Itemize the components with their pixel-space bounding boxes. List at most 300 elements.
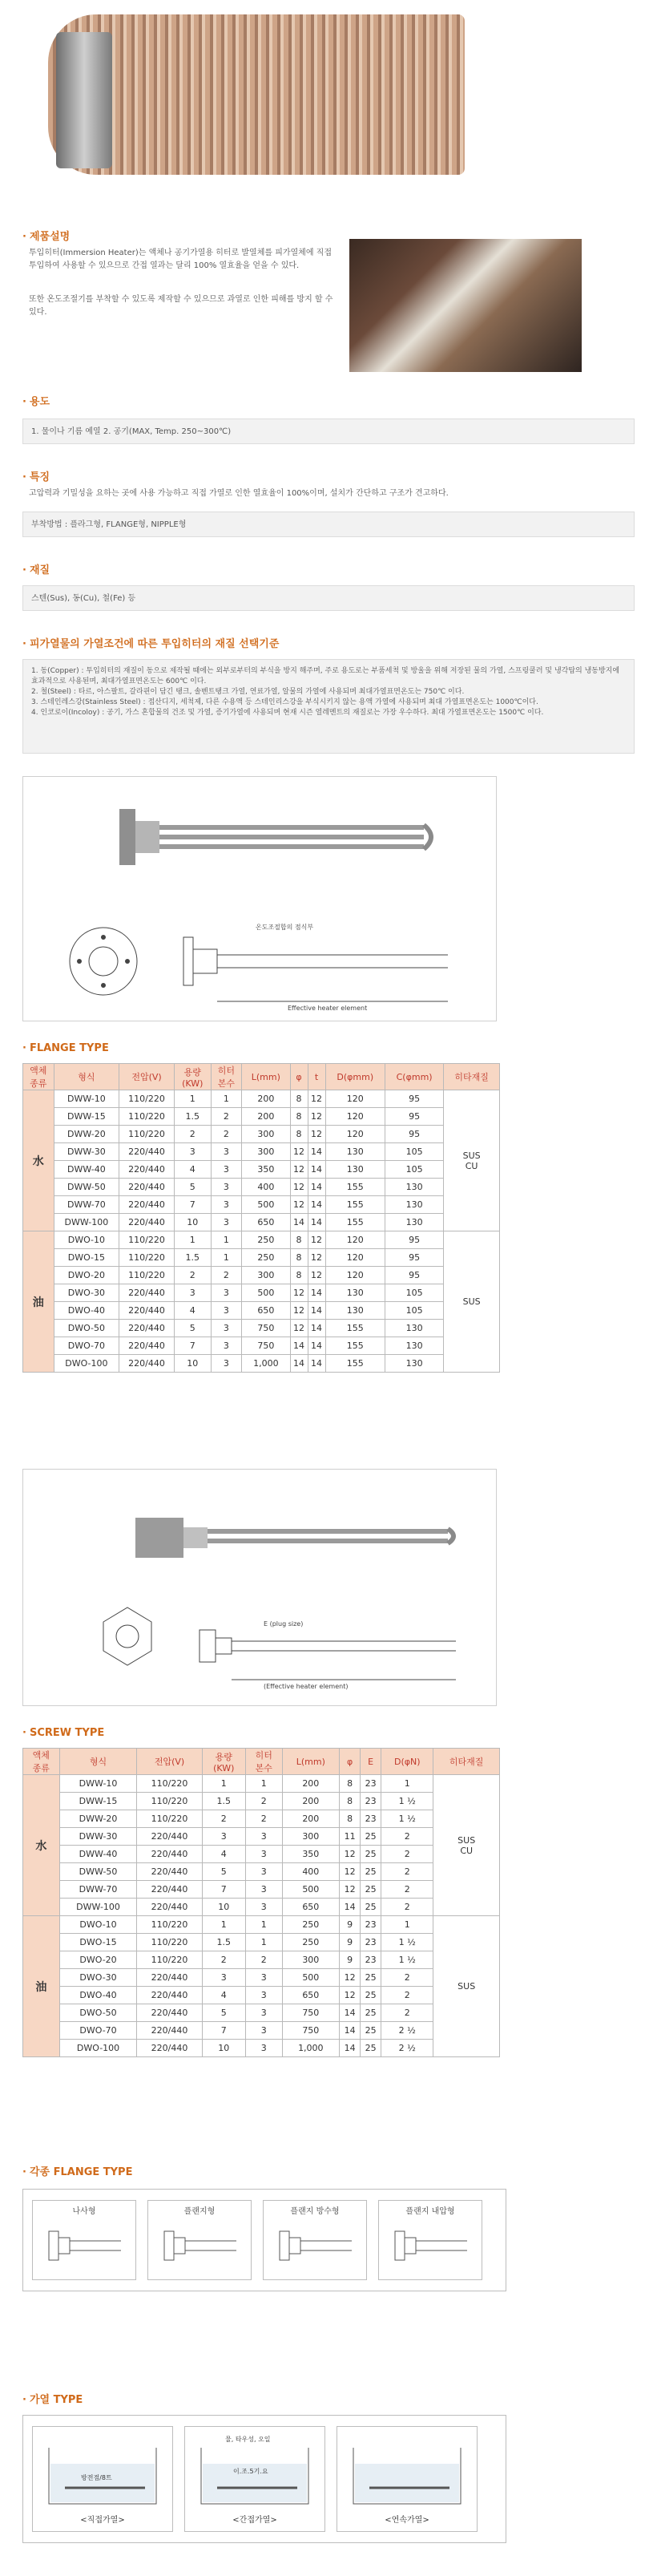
table-header-cell: D(φmm) — [325, 1064, 385, 1090]
table-cell: 23 — [361, 1916, 381, 1934]
table-cell: 105 — [385, 1161, 443, 1179]
table-cell: 120 — [325, 1090, 385, 1108]
table-header-cell: E — [361, 1749, 381, 1775]
table-cell: 14 — [340, 2040, 361, 2057]
table-cell: 14 — [290, 1337, 308, 1355]
table-cell: 95 — [385, 1267, 443, 1284]
table-cell: 14 — [340, 2004, 361, 2022]
table-cell: 14 — [308, 1284, 325, 1302]
table-cell: 12 — [290, 1196, 308, 1214]
table-cell: 250 — [282, 1934, 340, 1951]
table-row — [23, 1179, 500, 1196]
table-cell: 14 — [340, 1899, 361, 1916]
heating-type-card — [337, 2426, 478, 2532]
table-cell: 220/440 — [119, 1337, 175, 1355]
table-cell: 95 — [385, 1126, 443, 1143]
table-cell: 130 — [325, 1143, 385, 1161]
heating-type-label: <직접가열> — [80, 2516, 125, 2525]
table-cell: 500 — [282, 1969, 340, 1987]
table-cell: DWW-20 — [54, 1126, 119, 1143]
table-cell: 750 — [242, 1337, 290, 1355]
table-cell: 120 — [325, 1231, 385, 1249]
drawing2-label-a: E (plug size) — [264, 1620, 304, 1628]
table-cell: 1 ½ — [381, 1810, 433, 1828]
table-cell: 12 — [308, 1126, 325, 1143]
liquid-type-cell: 油 — [23, 1231, 54, 1373]
table-cell: 1 — [245, 1775, 282, 1793]
table-cell: 200 — [282, 1775, 340, 1793]
table-cell: 220/440 — [119, 1355, 175, 1373]
table-cell: 4 — [202, 1987, 245, 2004]
table-row — [23, 1249, 500, 1267]
table-header-row — [23, 1749, 500, 1775]
table-cell: DWW-100 — [54, 1214, 119, 1231]
table-cell: 12 — [290, 1161, 308, 1179]
table-cell: 4 — [202, 1846, 245, 1863]
table-cell: 1 — [381, 1916, 433, 1934]
table-cell: 220/440 — [119, 1161, 175, 1179]
table-cell: 5 — [202, 1863, 245, 1881]
table-cell: 25 — [361, 1863, 381, 1881]
heating-inner-label: 방전점/8트 — [81, 2474, 112, 2481]
table-cell: 3 — [211, 1355, 242, 1373]
table-cell: 220/440 — [119, 1302, 175, 1320]
liquid-type-cell: 水 — [23, 1775, 60, 1916]
flange-kind-label: 나사형 — [72, 2207, 96, 2216]
table-cell: 200 — [282, 1793, 340, 1810]
heating-type-label: <연속가열> — [385, 2516, 429, 2525]
table-header-cell: 히터 본수 — [245, 1749, 282, 1775]
table-cell: 8 — [340, 1810, 361, 1828]
table-cell: 130 — [385, 1196, 443, 1214]
guide-box — [22, 659, 635, 754]
table-header-row — [23, 1064, 500, 1090]
table-cell: 2 ½ — [381, 2022, 433, 2040]
guide-line-4: 4. 인코로이(Incoloy) : 공기, 가스 혼합물의 건조 및 가열, 증기가열에 사용되며 현재 시즌 열레멘트의 재질로는 가장 우수하다. 최대 가열표면온도는 1500℃ 이다. — [31, 709, 544, 717]
table-cell: 3 — [211, 1143, 242, 1161]
table-cell: 110/220 — [119, 1231, 175, 1249]
drawing1-label-a: 온도조절합의 점식부 — [256, 924, 314, 931]
table-cell: 25 — [361, 1828, 381, 1846]
table-cell: 10 — [202, 1899, 245, 1916]
table-row — [23, 1337, 500, 1355]
table-header-cell: φ — [340, 1749, 361, 1775]
table-cell: 2 — [245, 1793, 282, 1810]
section-title-flange-kinds: · 각종 FLANGE TYPE — [22, 2166, 133, 2178]
table-row — [23, 1108, 500, 1126]
table-cell: 2 — [381, 1846, 433, 1863]
table-cell: 220/440 — [119, 1320, 175, 1337]
table-cell: 25 — [361, 1846, 381, 1863]
table-cell: 1 ½ — [381, 1934, 433, 1951]
table-cell: 8 — [290, 1267, 308, 1284]
flange-kind-card — [263, 2200, 367, 2280]
section-title-screw-type: · SCREW TYPE — [22, 1727, 105, 1739]
section-title-heating: · 가열 TYPE — [22, 2394, 83, 2406]
table-cell: 750 — [282, 2004, 340, 2022]
table-cell: 3 — [202, 1969, 245, 1987]
table-cell: 1 — [245, 1916, 282, 1934]
table-cell: 25 — [361, 2040, 381, 2057]
table-cell: 5 — [174, 1320, 211, 1337]
table-cell: 2 — [381, 1969, 433, 1987]
table-cell: 350 — [282, 1846, 340, 1863]
table-cell: 12 — [290, 1284, 308, 1302]
table-cell: 25 — [361, 2022, 381, 2040]
flange-heater-drawing — [22, 776, 497, 1021]
table-row — [23, 1951, 500, 1969]
table-cell: 130 — [385, 1355, 443, 1373]
table-cell: 3 — [202, 1828, 245, 1846]
table-row — [23, 1284, 500, 1302]
table-cell: DWW-15 — [59, 1793, 137, 1810]
table-cell: DWO-30 — [54, 1284, 119, 1302]
table-cell: 7 — [202, 2022, 245, 2040]
feature-box: 부착방법 : 플라그형, FLANGE형, NIPPLE형 — [22, 512, 635, 537]
heating-inner-label-top: 물, 타우성, 오일 — [225, 2436, 271, 2443]
table-cell: 220/440 — [137, 1863, 202, 1881]
table-cell: 220/440 — [119, 1196, 175, 1214]
table-cell: 2 — [381, 1881, 433, 1899]
table-row — [23, 1969, 500, 1987]
table-cell: 130 — [325, 1284, 385, 1302]
table-row — [23, 1775, 500, 1793]
table-cell: DWW-70 — [59, 1881, 137, 1899]
material-cell: SUS — [444, 1231, 500, 1373]
table-cell: 25 — [361, 1899, 381, 1916]
table-cell: 12 — [290, 1179, 308, 1196]
table-cell: 155 — [325, 1337, 385, 1355]
table-header-cell: 액체 종류 — [23, 1749, 60, 1775]
table-cell: 2 — [211, 1267, 242, 1284]
drawing2-label-b: (Effective heater element) — [264, 1683, 349, 1690]
table-cell: 105 — [385, 1284, 443, 1302]
heater-products-photo — [349, 239, 582, 372]
table-cell: 1.5 — [202, 1934, 245, 1951]
table-cell: 1 — [211, 1231, 242, 1249]
table-cell: 300 — [242, 1126, 290, 1143]
table-cell: 5 — [174, 1179, 211, 1196]
table-cell: 3 — [174, 1143, 211, 1161]
table-cell: 14 — [308, 1143, 325, 1161]
table-cell: 650 — [242, 1302, 290, 1320]
table-cell: 8 — [290, 1249, 308, 1267]
table-row — [23, 1828, 500, 1846]
table-cell: DWO-15 — [59, 1934, 137, 1951]
table-cell: 8 — [290, 1108, 308, 1126]
table-cell: 14 — [308, 1302, 325, 1320]
table-cell: 12 — [308, 1090, 325, 1108]
flange-kind-card — [378, 2200, 482, 2280]
table-cell: 300 — [282, 1828, 340, 1846]
table-cell: 12 — [340, 1846, 361, 1863]
table-cell: 400 — [282, 1863, 340, 1881]
table-header-cell: 전압(V) — [137, 1749, 202, 1775]
table-cell: 25 — [361, 1969, 381, 1987]
liquid-type-cell: 油 — [23, 1916, 60, 2057]
table-cell: 14 — [308, 1179, 325, 1196]
table-cell: 130 — [325, 1302, 385, 1320]
table-cell: DWO-100 — [59, 2040, 137, 2057]
table-cell: 220/440 — [137, 1899, 202, 1916]
table-cell: 14 — [308, 1355, 325, 1373]
table-cell: 10 — [174, 1355, 211, 1373]
table-row — [23, 1916, 500, 1934]
section-title-flange-type: · FLANGE TYPE — [22, 1042, 109, 1054]
table-cell: 12 — [290, 1320, 308, 1337]
table-cell: 250 — [242, 1249, 290, 1267]
table-cell: 14 — [308, 1161, 325, 1179]
table-cell: DWW-15 — [54, 1108, 119, 1126]
table-cell: 3 — [211, 1320, 242, 1337]
table-cell: 2 ½ — [381, 2040, 433, 2057]
table-cell: 120 — [325, 1108, 385, 1126]
table-cell: 1 — [174, 1090, 211, 1108]
table-row — [23, 1231, 500, 1249]
table-cell: 2 — [211, 1108, 242, 1126]
table-row — [23, 1987, 500, 2004]
table-cell: 1,000 — [242, 1355, 290, 1373]
table-cell: 110/220 — [137, 1810, 202, 1828]
table-cell: 250 — [282, 1916, 340, 1934]
table-cell: 2 — [202, 1951, 245, 1969]
table-cell: 130 — [385, 1337, 443, 1355]
table-cell: DWW-50 — [59, 1863, 137, 1881]
table-cell: 1 — [174, 1231, 211, 1249]
section-title-guide: · 피가열물의 가열조건에 따른 투입히터의 재질 선택기준 — [22, 638, 280, 650]
table-cell: 23 — [361, 1775, 381, 1793]
table-cell: 2 — [174, 1126, 211, 1143]
material-cell: SUS CU — [444, 1090, 500, 1231]
table-cell: 2 — [211, 1126, 242, 1143]
table-cell: 200 — [282, 1810, 340, 1828]
table-cell: 23 — [361, 1951, 381, 1969]
heater-flange-photo — [56, 32, 112, 168]
table-cell: 3 — [211, 1214, 242, 1231]
table-cell: 1.5 — [174, 1249, 211, 1267]
table-row — [23, 1846, 500, 1863]
liquid-type-cell: 水 — [23, 1090, 54, 1231]
table-header-cell: 형식 — [59, 1749, 137, 1775]
table-row — [23, 1267, 500, 1284]
table-cell: 220/440 — [137, 2004, 202, 2022]
table-header-cell: φ — [290, 1064, 308, 1090]
table-cell: 3 — [211, 1161, 242, 1179]
table-cell: 1 — [202, 1916, 245, 1934]
table-cell: 2 — [202, 1810, 245, 1828]
table-cell: 110/220 — [119, 1126, 175, 1143]
table-cell: 12 — [308, 1249, 325, 1267]
table-header-cell: t — [308, 1064, 325, 1090]
table-cell: 7 — [174, 1196, 211, 1214]
table-header-cell: L(mm) — [282, 1749, 340, 1775]
table-header-cell: 전압(V) — [119, 1064, 175, 1090]
table-cell: 2 — [381, 1899, 433, 1916]
table-cell: DWO-70 — [59, 2022, 137, 2040]
table-cell: DWW-10 — [59, 1775, 137, 1793]
heating-type-drawing — [337, 2432, 477, 2512]
table-header-cell: 액체 종류 — [23, 1064, 54, 1090]
table-header-cell: D(φN) — [381, 1749, 433, 1775]
table-cell: 350 — [242, 1161, 290, 1179]
table-cell: 120 — [325, 1267, 385, 1284]
table-cell: 3 — [211, 1179, 242, 1196]
table-cell: 200 — [242, 1090, 290, 1108]
table-cell: 12 — [308, 1267, 325, 1284]
section-title-material: · 재질 — [22, 564, 50, 576]
table-cell: 25 — [361, 1987, 381, 2004]
table-cell: 11 — [340, 1828, 361, 1846]
flange-kind-card — [147, 2200, 252, 2280]
table-cell: DWO-10 — [59, 1916, 137, 1934]
table-cell: 3 — [245, 2040, 282, 2057]
table-cell: 25 — [361, 2004, 381, 2022]
table-cell: 1 — [211, 1249, 242, 1267]
table-cell: 3 — [174, 1284, 211, 1302]
table-cell: 7 — [202, 1881, 245, 1899]
table-cell: 1 — [381, 1775, 433, 1793]
table-cell: 110/220 — [119, 1249, 175, 1267]
table-row — [23, 1810, 500, 1828]
table-cell: 10 — [202, 2040, 245, 2057]
material-cell: SUS CU — [433, 1775, 500, 1916]
table-cell: 3 — [211, 1302, 242, 1320]
table-row — [23, 1214, 500, 1231]
section-title-desc: · 제품설명 — [22, 231, 71, 243]
guide-line-3: 3. 스테인레스강(Stainless Steel) : 접산디지, 세척제, 다른 수용액 등 스테인리스강을 부식시키지 않는 용액 가열에 사용되며 최대 가열표면온도는 1000℃이다. — [31, 698, 538, 706]
table-cell: 130 — [385, 1320, 443, 1337]
table-header-cell: 용량 (KW) — [174, 1064, 211, 1090]
table-cell: 12 — [340, 1863, 361, 1881]
table-cell: 5 — [202, 2004, 245, 2022]
table-cell: 1 — [211, 1090, 242, 1108]
table-cell: 14 — [308, 1196, 325, 1214]
flange-kind-label: 플랜지 방수형 — [290, 2207, 340, 2216]
table-cell: 220/440 — [137, 1987, 202, 2004]
table-cell: DWO-30 — [59, 1969, 137, 1987]
flange-kind-drawing — [33, 2215, 135, 2279]
table-cell: DWW-40 — [59, 1846, 137, 1863]
table-cell: 220/440 — [137, 1846, 202, 1863]
table-cell: 14 — [308, 1214, 325, 1231]
table-cell: 8 — [290, 1126, 308, 1143]
table-row — [23, 1196, 500, 1214]
table-row — [23, 2022, 500, 2040]
heating-type-drawing — [33, 2432, 172, 2512]
table-row — [23, 1793, 500, 1810]
table-cell: 14 — [290, 1355, 308, 1373]
table-cell: 1,000 — [282, 2040, 340, 2057]
table-cell: 110/220 — [137, 1951, 202, 1969]
table-cell: 8 — [340, 1775, 361, 1793]
table-cell: 12 — [308, 1231, 325, 1249]
section-title-usage: · 용도 — [22, 396, 50, 408]
table-cell: 155 — [325, 1196, 385, 1214]
table-cell: 220/440 — [119, 1284, 175, 1302]
table-cell: DWW-40 — [54, 1161, 119, 1179]
table-cell: 8 — [290, 1090, 308, 1108]
table-cell: 2 — [245, 1810, 282, 1828]
table-cell: 105 — [385, 1143, 443, 1161]
table-cell: 23 — [361, 1793, 381, 1810]
table-cell: DWO-10 — [54, 1231, 119, 1249]
flange-kind-drawing — [264, 2215, 366, 2279]
table-cell: DWW-20 — [59, 1810, 137, 1828]
heating-type-card — [32, 2426, 173, 2532]
table-cell: DWW-100 — [59, 1899, 137, 1916]
table-row — [23, 1899, 500, 1916]
material-cell: SUS — [433, 1916, 500, 2057]
table-cell: DWO-40 — [54, 1302, 119, 1320]
table-cell: 8 — [340, 1793, 361, 1810]
table-cell: 12 — [290, 1143, 308, 1161]
table-cell: 95 — [385, 1249, 443, 1267]
table-row — [23, 1126, 500, 1143]
table-cell: 3 — [245, 1863, 282, 1881]
table-cell: 105 — [385, 1302, 443, 1320]
table-cell: 130 — [325, 1161, 385, 1179]
table-cell: 3 — [245, 1987, 282, 2004]
table-cell: 200 — [242, 1108, 290, 1126]
table-cell: 1 ½ — [381, 1951, 433, 1969]
table-cell: DWW-30 — [54, 1143, 119, 1161]
guide-line-2: 2. 철(Steel) : 타르, 아스팔트, 갈라핀이 담긴 탱크, 솔벤트탱크 가열, 연료가열, 알물의 가열에 사용되며 최대가열표면온도는 750℃ 이다. — [31, 688, 465, 696]
table-cell: 3 — [245, 1881, 282, 1899]
table-cell: DWW-10 — [54, 1090, 119, 1108]
table-cell: 120 — [325, 1126, 385, 1143]
table-cell: 4 — [174, 1161, 211, 1179]
table-cell: 750 — [282, 2022, 340, 2040]
table-cell: 2 — [174, 1267, 211, 1284]
table-cell: 3 — [245, 1828, 282, 1846]
table-cell: 2 — [381, 1828, 433, 1846]
table-cell: 3 — [245, 2004, 282, 2022]
table-cell: 14 — [308, 1320, 325, 1337]
table-cell: 95 — [385, 1231, 443, 1249]
flange-kind-card — [32, 2200, 136, 2280]
table-cell: 3 — [245, 1846, 282, 1863]
table-cell: 12 — [308, 1108, 325, 1126]
flange-kind-label: 플랜지 내압형 — [405, 2207, 455, 2216]
table-cell: 10 — [174, 1214, 211, 1231]
table-cell: DWO-20 — [59, 1951, 137, 1969]
table-cell: 1 — [245, 1934, 282, 1951]
table-cell: 300 — [282, 1951, 340, 1969]
flange-kind-drawing — [148, 2215, 251, 2279]
desc-paragraph-2: 또한 온도조절기를 부착할 수 있도록 제작할 수 있으므로 과열로 인한 피해를 방지 할 수 있다. — [29, 295, 333, 317]
table-cell: 220/440 — [137, 1881, 202, 1899]
table-row — [23, 1355, 500, 1373]
table-cell: 23 — [361, 1934, 381, 1951]
table-row — [23, 1320, 500, 1337]
table-cell: 220/440 — [119, 1179, 175, 1196]
table-cell: 1.5 — [202, 1793, 245, 1810]
material-box: 스텐(Sus), 동(Cu), 철(Fe) 등 — [22, 585, 635, 611]
table-cell: 3 — [245, 1899, 282, 1916]
usage-box: 1. 물이나 기름 예열 2. 공기(MAX, Temp. 250~300℃) — [22, 419, 635, 444]
table-cell: 130 — [385, 1179, 443, 1196]
table-row — [23, 2040, 500, 2057]
table-cell: 9 — [340, 1951, 361, 1969]
table-cell: DWW-30 — [59, 1828, 137, 1846]
heating-type-card — [184, 2426, 325, 2532]
table-cell: 9 — [340, 1916, 361, 1934]
table-cell: 650 — [242, 1214, 290, 1231]
table-header-cell: 히타재질 — [444, 1064, 500, 1090]
table-cell: 12 — [340, 1987, 361, 2004]
table-cell: 110/220 — [137, 1775, 202, 1793]
table-cell: 250 — [242, 1231, 290, 1249]
